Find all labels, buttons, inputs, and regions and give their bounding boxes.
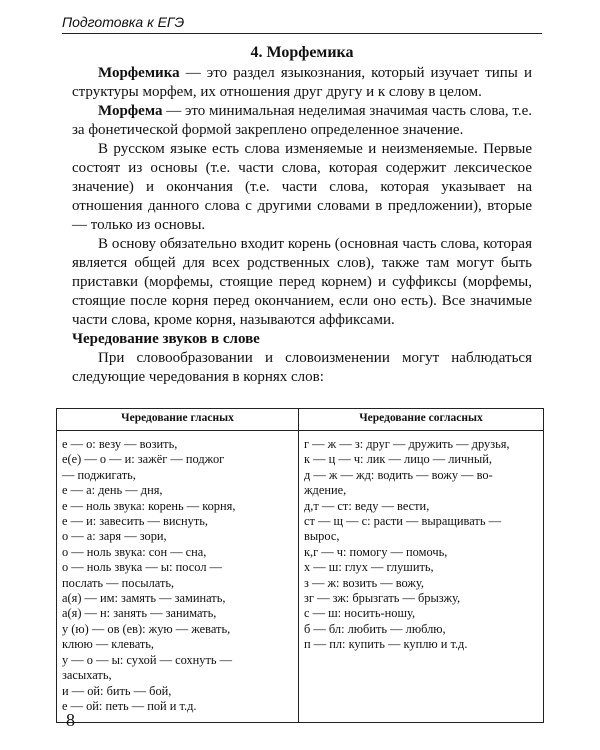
- vowel-line: а(я) — н: занять — занимать,: [62, 606, 217, 621]
- vowel-line: послать — посылать,: [62, 575, 175, 590]
- consonant-line: с — ш: носить-ношу,: [304, 606, 416, 621]
- consonant-line: х — ш: глух — глушить,: [304, 560, 434, 575]
- consonant-line: вырос,: [304, 529, 340, 544]
- vowel-line: е — а: день — дня,: [62, 483, 163, 498]
- vowel-line: е — о: везу — возить,: [62, 437, 178, 451]
- consonant-line: к,г — ч: помогу — помочь,: [304, 544, 448, 559]
- alternation-intro: При словообразовании и словоизменении могут наблюдаться следующие чередования в корнях слов:: [72, 350, 532, 385]
- consonant-line: ждение,: [304, 483, 347, 498]
- vowel-line: е — ой: петь — пой и т.д.: [62, 698, 197, 713]
- paragraph-word-types: В русском языке есть слова изменяемые и неизменяемые. Первые состоят из основы (т.е. части слова, которая содержит лексическое значение) и окончания (т.е. части слова, которая указывает на отношения данного слова с другими словами в предложении), вторые — только из основы.: [72, 141, 532, 233]
- consonant-line: г — ж — з: друг — дружить — друзья,: [304, 437, 510, 451]
- paragraph-root: В основу обязательно входит корень (основная часть слова, которая является общей для всех родственных слов), также там могут быть приставки (морфемы, стоящие перед корнем) и суффиксы (морфемы, стоящие после корня перед окончанием, если оно есть). Все значимые части слова, кроме корня, называются аффиксами.: [72, 236, 532, 328]
- vowel-line: е(е) — о — и: зажёг — поджог: [62, 452, 225, 467]
- vowel-line: клюю — клевать,: [62, 637, 155, 652]
- consonant-line: п — пл: купить — куплю и т.д.: [304, 637, 468, 652]
- consonant-line: зг — зж: брызгать — брызжу,: [304, 591, 461, 606]
- definition-morphemics: — это раздел языкознания, который изучает типы и структуры морфем, их отношения друг другу и к слову в целом.: [72, 65, 532, 100]
- vowel-line: у — о — ы: сухой — сохнуть —: [62, 652, 233, 667]
- consonant-line: д — ж — жд: водить — вожу — во-: [304, 467, 493, 482]
- consonant-line: д,т — ст: веду — вести,: [304, 498, 430, 513]
- definition-morpheme: — это минимальная неделимая значимая часть слова, т.е. за фонетической формой закреплено определенное значение.: [72, 103, 532, 138]
- vowel-line: о — ноль звука: сон — сна,: [62, 544, 207, 559]
- vowel-line: е — и: завесить — виснуть,: [62, 514, 208, 529]
- alternation-table: [56, 408, 544, 723]
- body-text: [72, 64, 532, 387]
- paragraph-morphemics: [72, 64, 532, 102]
- consonants-cell: [299, 431, 544, 723]
- section-title: 4. Морфемика: [250, 44, 354, 61]
- consonant-line: ст — щ — с: расти — выращивать —: [304, 514, 501, 529]
- vowel-line: у (ю) — ов (ев): жую — жевать,: [62, 621, 231, 636]
- consonant-line: б — бл: любить — люблю,: [304, 621, 446, 636]
- vowel-line: — поджигать,: [62, 467, 136, 482]
- vowels-column-header: Чередование гласных: [57, 409, 299, 431]
- consonants-column-header: Чередование согласных: [299, 409, 544, 431]
- vowel-line: о — ноль звука — ы: посол —: [62, 560, 223, 575]
- term-morpheme: Морфема: [98, 103, 163, 119]
- vowel-line: и — ой: бить — бой,: [62, 683, 172, 698]
- page-number: 8: [66, 710, 75, 730]
- alternation-heading: Чередование звуков в слове: [72, 331, 260, 347]
- consonant-line: к — ц — ч: лик — лицо — личный,: [304, 452, 492, 467]
- vowel-line: а(я) — им: замять — заминать,: [62, 591, 226, 606]
- vowel-line: е — ноль звука: корень — корня,: [62, 498, 236, 513]
- running-header: Подготовка к ЕГЭ: [62, 14, 542, 34]
- vowel-line: о — а: заря — зори,: [62, 529, 167, 544]
- paragraph-morpheme: [72, 102, 532, 140]
- vowels-cell: [57, 431, 299, 723]
- term-morphemics: Морфемика: [98, 65, 180, 81]
- consonant-line: з — ж: возить — вожу,: [304, 575, 424, 590]
- vowel-line: засыхать,: [62, 668, 112, 683]
